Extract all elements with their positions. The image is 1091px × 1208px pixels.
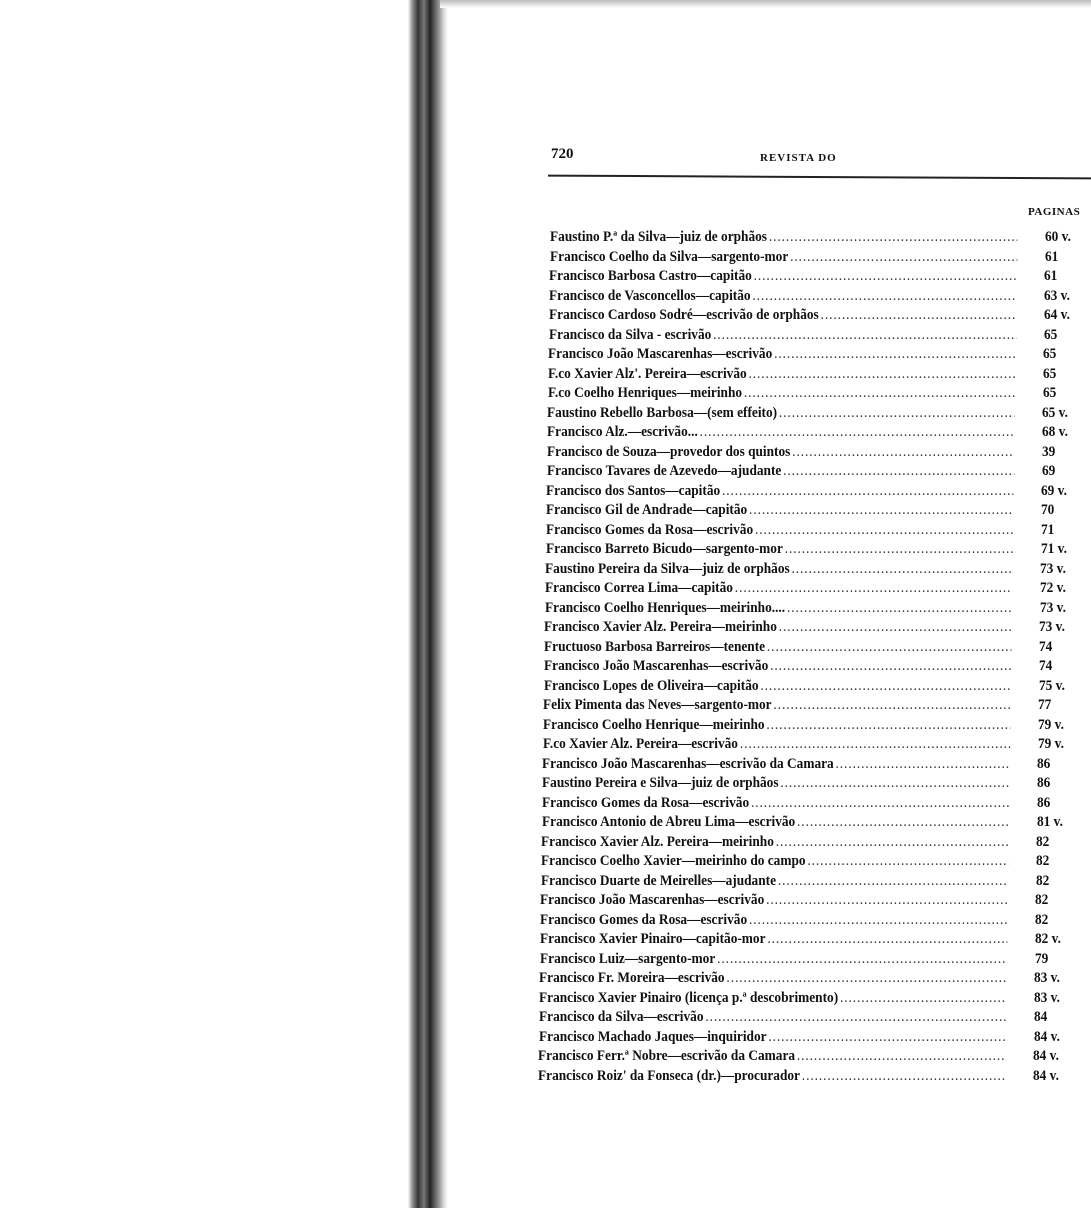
index-entry — [539, 1009, 1091, 1029]
entry-page: 84 — [1033, 1009, 1048, 1025]
dot-leader — [740, 736, 1011, 753]
entry-page: 73 v. — [1039, 599, 1066, 616]
dot-leader — [754, 268, 1017, 285]
index-entry — [538, 1048, 1090, 1068]
entry-name: Francisco Lopes de Oliveira—capitão — [543, 677, 759, 694]
index-entry — [540, 892, 1091, 912]
dot-leader — [836, 756, 1010, 773]
entry-page: 77 — [1038, 697, 1052, 713]
entry-name: Francisco de Vasconcellos—capitão — [549, 287, 751, 304]
entry-name: Francisco Tavares de Azevedo—ajudante — [546, 463, 781, 479]
dot-leader — [802, 1068, 1006, 1085]
entry-name: Francisco Correa Lima—capitão — [544, 580, 733, 596]
index-entry — [548, 385, 1091, 405]
book-spine-shadow — [408, 0, 448, 1208]
entry-name: Francisco Barreto Bicudo—sargento-mor — [545, 541, 783, 557]
index-entry — [545, 600, 1091, 620]
entry-name: Francisco Gil de Andrade—capitão — [546, 502, 748, 518]
page-top-shadow — [440, 0, 1091, 8]
entry-name: Francisco dos Santos—capitão — [546, 482, 721, 499]
entry-name: Fructuoso Barbosa Barreiros—tenente — [544, 638, 766, 655]
entry-name: Francisco Duarte de Meirelles—ajudante — [540, 872, 776, 889]
entry-page: 65 — [1042, 385, 1057, 401]
dot-leader — [797, 1048, 1005, 1065]
index-entry — [538, 1068, 1090, 1088]
entry-name: Francisco Fr. Moreira—escrivão — [539, 970, 725, 986]
entry-page: 73 v. — [1040, 560, 1067, 577]
running-head: REVISTA DO — [760, 152, 837, 164]
entry-page: 86 — [1036, 794, 1051, 811]
entry-page: 60 v. — [1044, 229, 1071, 245]
dot-leader — [751, 795, 1009, 812]
index-entry — [539, 1029, 1091, 1049]
entry-page: 79 v. — [1037, 736, 1064, 752]
entry-page: 84 v. — [1033, 1048, 1060, 1064]
entry-name: Faustino Pereira da Silva—juiz de orphãos — [545, 560, 790, 577]
entry-name: Francisco João Mascarenhas—escrivão da Camara — [542, 755, 835, 772]
index-entry — [542, 814, 1091, 834]
index-entry — [543, 736, 1091, 756]
entry-page: 79 — [1034, 950, 1048, 967]
entry-name: Francisco Luiz—sargento-mor — [539, 950, 715, 967]
index-list — [538, 229, 1091, 1087]
entry-page: 39 — [1041, 443, 1056, 460]
dot-leader — [705, 1009, 1006, 1026]
entry-page: 84 v. — [1033, 1028, 1060, 1045]
index-entry — [546, 522, 1091, 542]
entry-name: F.co Coelho Henriques—meirinho — [547, 385, 742, 401]
entry-page: 72 v. — [1039, 580, 1066, 596]
entry-page: 82 v. — [1034, 931, 1061, 947]
entry-name: Francisco João Mascarenhas—escrivão — [548, 346, 773, 362]
entry-name: Francisco Ferr.ª Nobre—escrivão da Camara — [538, 1048, 796, 1064]
index-entry — [548, 346, 1091, 366]
header-rule — [548, 175, 1091, 180]
index-entry — [546, 541, 1091, 561]
dot-leader — [778, 873, 1009, 890]
index-entry — [549, 327, 1091, 347]
entry-page: 82 — [1035, 872, 1050, 889]
entry-name: Francisco Xavier Pinairo (licença p.ª descobrimento) — [539, 989, 839, 1006]
index-entry — [546, 502, 1091, 522]
index-entry — [544, 658, 1091, 678]
entry-page: 65 — [1042, 365, 1057, 382]
index-entry — [547, 405, 1091, 425]
entry-page: 82 — [1035, 911, 1049, 928]
index-entry — [541, 873, 1091, 893]
dot-leader — [774, 697, 1011, 714]
dot-leader — [790, 249, 1017, 266]
entry-name: Francisco Machado Jaques—inquiridor — [538, 1028, 767, 1045]
entry-name: Francisco João Mascarenhas—escrivão — [540, 892, 765, 908]
entry-name: Francisco Coelho Xavier—meirinho do campo — [541, 853, 806, 869]
entry-name: Francisco Gomes da Rosa—escrivão — [540, 911, 748, 928]
entry-page: 82 — [1035, 853, 1050, 869]
page-number: 720 — [551, 146, 574, 162]
entry-page: 63 v. — [1044, 287, 1071, 304]
index-entry — [544, 619, 1091, 639]
entry-name: Felix Pimenta das Neves—sargento-mor — [543, 697, 772, 713]
dot-leader — [807, 853, 1008, 870]
column-head-paginas: PAGINAS — [1028, 206, 1081, 218]
dot-leader — [797, 814, 1009, 831]
dot-leader — [820, 307, 1016, 324]
index-entry — [545, 580, 1091, 600]
dot-leader — [717, 951, 1007, 968]
dot-leader — [768, 1029, 1006, 1046]
entry-page: 61 — [1044, 248, 1059, 265]
dot-leader — [749, 502, 1013, 519]
entry-name: Faustino Pereira e Silva—juiz de orphãos — [542, 775, 779, 791]
entry-page: 75 v. — [1038, 677, 1065, 694]
dot-leader — [769, 229, 1018, 246]
dot-leader — [744, 385, 1015, 402]
index-entry — [542, 775, 1091, 795]
entry-page: 79 v. — [1037, 716, 1064, 733]
dot-leader — [776, 834, 1009, 851]
index-entry — [543, 697, 1091, 717]
entry-page: 70 — [1041, 502, 1055, 518]
entry-page: 65 v. — [1042, 404, 1069, 421]
entry-page: 69 — [1041, 463, 1055, 479]
entry-page: 65 — [1043, 346, 1057, 362]
entry-name: Francisco Roiz' da Fonseca (dr.)—procurador — [537, 1067, 800, 1084]
entry-name: Francisco Coelho Henriques—meirinho.... — [544, 599, 785, 616]
index-entry — [540, 912, 1091, 932]
entry-name: Francisco Gomes da Rosa—escrivão — [541, 794, 749, 811]
dot-leader — [700, 424, 1015, 441]
dot-leader — [766, 717, 1010, 734]
entry-page: 74 — [1039, 638, 1053, 655]
entry-page: 65 — [1043, 326, 1057, 343]
entry-name: Francisco de Souza—provedor dos quintos — [546, 443, 791, 460]
entry-page: 82 — [1036, 833, 1050, 850]
index-entry — [542, 756, 1091, 776]
index-entry — [550, 229, 1091, 249]
index-entry — [545, 561, 1091, 581]
index-entry — [547, 444, 1091, 464]
entry-name: Francisco João Mascarenhas—escrivão — [543, 658, 769, 674]
dot-leader — [774, 346, 1015, 363]
index-entry — [543, 717, 1091, 737]
dot-leader — [767, 931, 1007, 948]
entry-name: Francisco Xavier Pinairo—capitão-mor — [539, 931, 766, 947]
index-entry — [550, 249, 1091, 269]
dot-leader — [770, 658, 1011, 675]
entry-page: 64 v. — [1043, 307, 1070, 323]
dot-leader — [781, 775, 1010, 792]
entry-page: 86 — [1037, 775, 1051, 791]
index-entry — [541, 834, 1091, 854]
dot-leader — [727, 970, 1007, 987]
entry-page: 86 — [1037, 755, 1051, 772]
entry-page: 69 v. — [1041, 482, 1068, 499]
index-entry — [542, 795, 1091, 815]
dot-leader — [787, 600, 1012, 617]
index-entry — [547, 463, 1091, 483]
index-entry — [544, 639, 1091, 659]
entry-name: Francisco Barbosa Castro—capitão — [549, 268, 753, 284]
entry-page: 81 v. — [1036, 814, 1063, 830]
index-entry — [547, 424, 1091, 444]
entry-page: 83 v. — [1034, 989, 1060, 1006]
dot-leader — [753, 288, 1017, 305]
index-entry — [540, 951, 1091, 971]
index-entry — [548, 366, 1091, 386]
entry-page: 71 v. — [1040, 541, 1067, 557]
index-entry — [541, 853, 1091, 873]
dot-leader — [840, 990, 1006, 1007]
index-entry — [544, 678, 1091, 698]
entry-name: Francisco Coelho da Silva—sargento-mor — [549, 248, 788, 265]
dot-leader — [760, 678, 1011, 695]
entry-name: Francisco Antonio de Abreu Lima—escrivão — [541, 814, 795, 830]
entry-page: 74 — [1038, 658, 1053, 674]
dot-leader — [749, 366, 1016, 383]
index-entry — [546, 483, 1091, 503]
entry-page: 61 — [1044, 268, 1058, 284]
dot-leader — [779, 405, 1014, 422]
entry-page: 71 — [1040, 521, 1055, 538]
dot-leader — [792, 561, 1013, 578]
entry-name: Francisco Alz.—escrivão... — [547, 424, 698, 440]
entry-name: Francisco Gomes da Rosa—escrivão — [545, 521, 753, 538]
entry-name: Francisco da Silva—escrivão — [538, 1009, 704, 1025]
entry-page: 84 v. — [1032, 1067, 1059, 1084]
dot-leader — [735, 580, 1013, 597]
entry-name: F.co Xavier Alz. Pereira—escrivão — [542, 736, 738, 752]
entry-name: Francisco Xavier Alz. Pereira—meirinho — [544, 619, 778, 635]
dot-leader — [755, 522, 1013, 539]
index-entry — [540, 931, 1091, 951]
index-entry — [549, 268, 1091, 288]
index-entry — [549, 307, 1091, 327]
dot-leader — [713, 327, 1016, 344]
dot-leader — [779, 619, 1012, 636]
entry-page: 82 — [1035, 892, 1049, 908]
entry-page: 83 v. — [1034, 970, 1061, 986]
index-entry — [539, 990, 1091, 1010]
entry-name: Faustino P.ª da Silva—juiz de orphãos — [550, 229, 767, 245]
dot-leader — [749, 912, 1007, 929]
dot-leader — [767, 639, 1011, 656]
dot-leader — [792, 444, 1014, 461]
entry-name: Francisco Cardoso Sodré—escrivão de orphãos — [548, 307, 819, 323]
index-entry — [539, 970, 1091, 990]
entry-page: 73 v. — [1039, 619, 1066, 635]
dot-leader — [784, 541, 1013, 558]
entry-name: F.co Xavier Alz'. Pereira—escrivão — [548, 365, 747, 382]
entry-name: Francisco da Silva - escrivão — [548, 326, 711, 343]
entry-name: Faustino Rebello Barbosa—(sem effeito) — [547, 404, 778, 421]
index-entry — [549, 288, 1091, 308]
entry-name: Francisco Coelho Henrique—meirinho — [543, 716, 765, 733]
dot-leader — [783, 463, 1014, 480]
dot-leader — [722, 483, 1013, 500]
entry-page: 68 v. — [1042, 424, 1069, 440]
dot-leader — [767, 892, 1008, 909]
entry-name: Francisco Xavier Alz. Pereira—meirinho — [541, 833, 775, 850]
